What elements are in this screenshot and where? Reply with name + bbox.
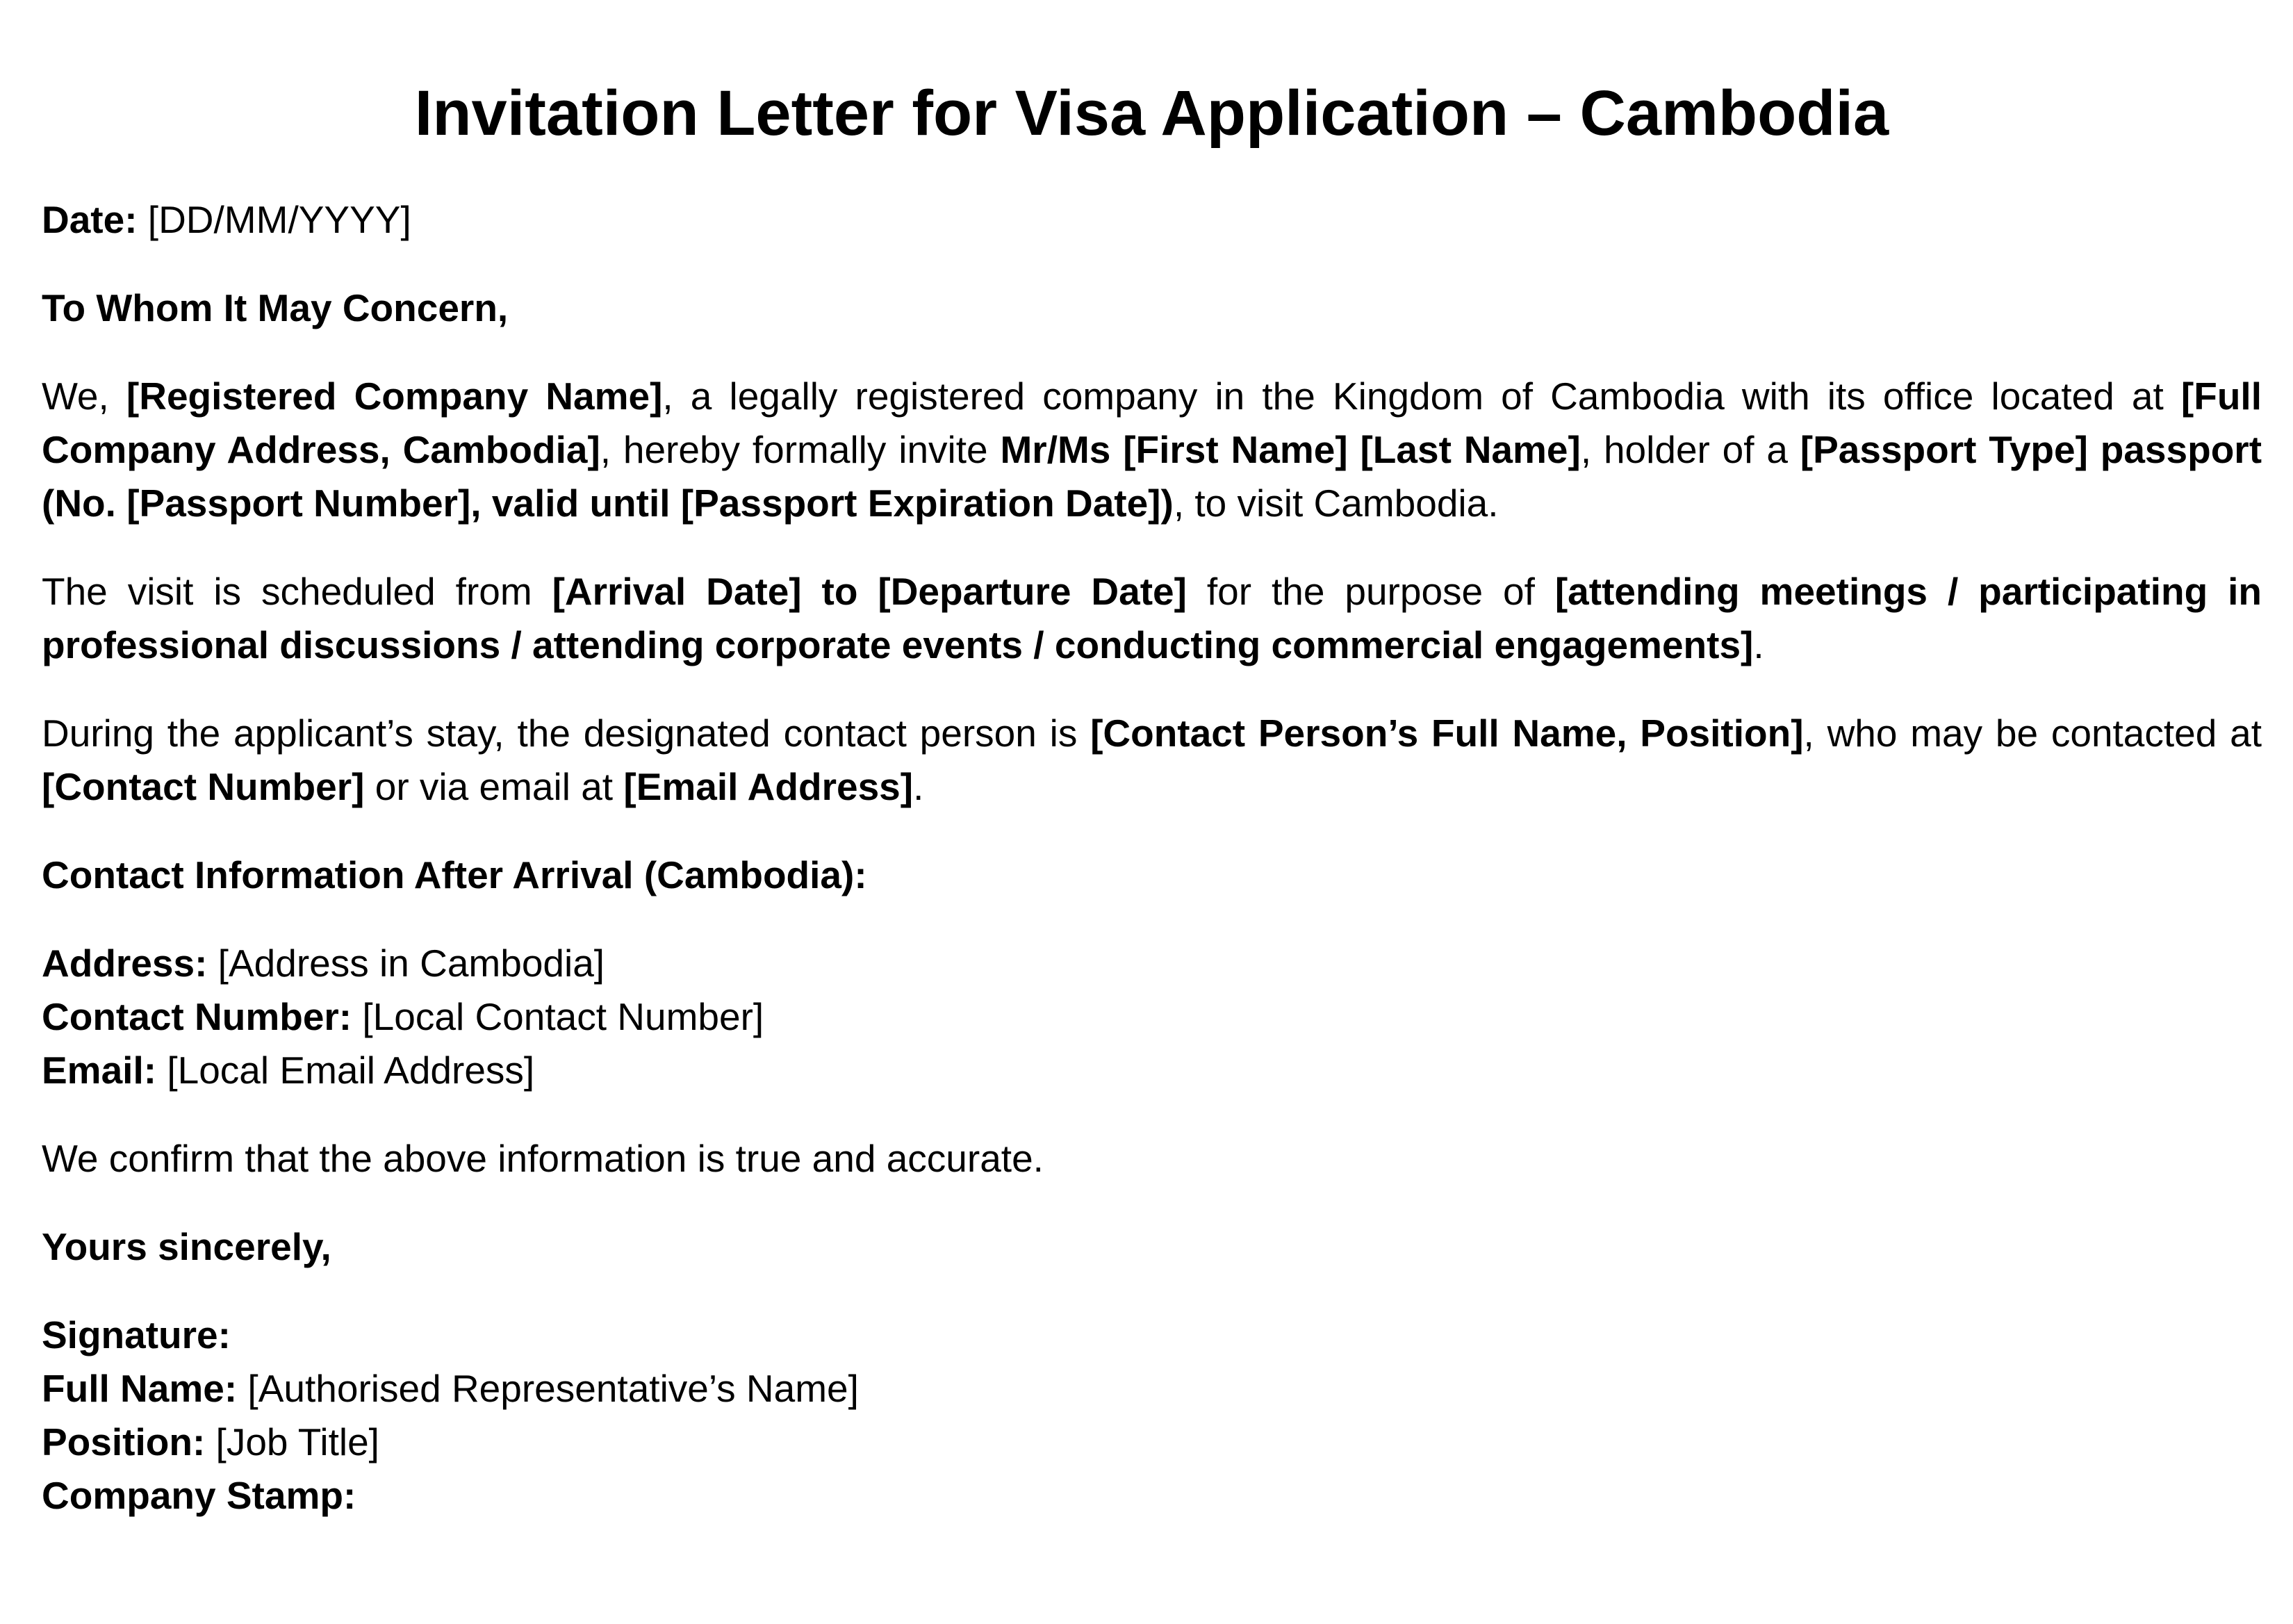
para1-text-3: , hereby formally invite (600, 428, 1001, 471)
para2-text-3: . (1753, 623, 1764, 666)
para3-text-4: . (913, 765, 924, 808)
signature-label: Signature: (42, 1313, 231, 1356)
email-line (42, 1044, 2262, 1097)
para1-text-4: , holder of a (1580, 428, 1800, 471)
contact-person-paragraph (42, 707, 2262, 814)
visit-purpose-paragraph (42, 565, 2262, 672)
date-line (42, 193, 2262, 247)
date-label: Date: (42, 198, 138, 241)
contact-number-value: [Local Contact Number] (352, 995, 764, 1038)
address-line (42, 937, 2262, 990)
company-stamp-label: Company Stamp: (42, 1474, 356, 1517)
contact-number-placeholder: [Contact Number] (42, 765, 365, 808)
para1-text-2: , a legally registered company in the Kingdom of Cambodia with its office located at (662, 375, 2181, 418)
signature-block (42, 1309, 2262, 1523)
visit-dates-placeholder: [Arrival Date] to [Departure Date] (552, 570, 1187, 613)
contact-number-label: Contact Number: (42, 995, 352, 1038)
invitation-paragraph (42, 370, 2262, 530)
full-name-value: [Authorised Representative’s Name] (237, 1367, 859, 1410)
para3-text-3: or via email at (364, 765, 624, 808)
invitee-name-placeholder: Mr/Ms [First Name] [Last Name] (1000, 428, 1581, 471)
address-value: [Address in Cambodia] (207, 942, 605, 985)
contact-info-block (42, 937, 2262, 1097)
para3-text-1: During the applicant’s stay, the designated contact person is (42, 712, 1091, 755)
confirmation-paragraph: We confirm that the above information is true and accurate. (42, 1137, 1044, 1180)
position-line (42, 1416, 2262, 1469)
para1-text-5: , to visit Cambodia. (1173, 482, 1499, 525)
company-stamp-line (42, 1469, 2262, 1523)
closing-text: Yours sincerely, (42, 1225, 331, 1268)
passport-details-placeholder: [Passport Type] passport (No. [Passport Number], valid until [Passport Expiration Date]) (42, 428, 2262, 525)
company-name-placeholder: [Registered Company Name] (126, 375, 663, 418)
para2-text-2: for the purpose of (1186, 570, 1555, 613)
position-label: Position: (42, 1420, 206, 1463)
para2-text-1: The visit is scheduled from (42, 570, 552, 613)
email-address-placeholder: [Email Address] (623, 765, 914, 808)
email-label: Email: (42, 1049, 157, 1092)
company-address-placeholder: [Full Company Address, Cambodia] (42, 375, 2262, 471)
position-value: [Job Title] (205, 1420, 379, 1463)
letter-body (42, 193, 2262, 1557)
contact-number-line (42, 990, 2262, 1044)
para1-text-1: We, (42, 375, 126, 418)
para3-text-2: , who may be contacted at (1803, 712, 2262, 755)
date-value: [DD/MM/YYYY] (137, 198, 411, 241)
visit-purpose-placeholder: [attending meetings / participating in professional discussions / attending corporate events / conducting commercial engagements] (42, 570, 2262, 666)
address-label: Address: (42, 942, 208, 985)
closing (42, 1220, 2262, 1274)
full-name-line (42, 1362, 2262, 1416)
salutation-text: To Whom It May Concern, (42, 286, 509, 329)
email-value: [Local Email Address] (156, 1049, 535, 1092)
contact-info-heading (42, 848, 2262, 902)
salutation (42, 281, 2262, 335)
full-name-label: Full Name: (42, 1367, 238, 1410)
signature-line (42, 1309, 2262, 1362)
contact-person-placeholder: [Contact Person’s Full Name, Position] (1090, 712, 1804, 755)
letter-title: Invitation Letter for Visa Application – Cambodia (414, 78, 1889, 149)
contact-info-heading-text: Contact Information After Arrival (Cambodia): (42, 853, 867, 896)
